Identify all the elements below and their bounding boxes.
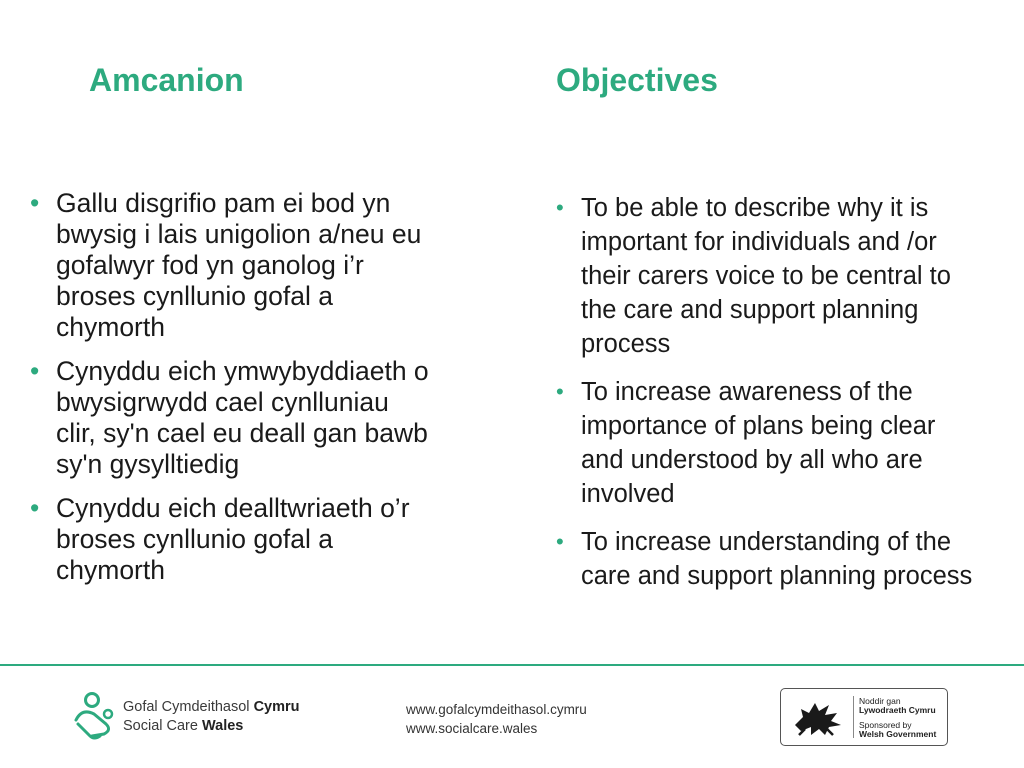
bullet-icon: • xyxy=(556,379,564,404)
list-item xyxy=(556,375,976,511)
dragon-icon xyxy=(789,695,849,739)
welsh-government-sponsor-badge xyxy=(780,688,948,746)
bullet-text: Cynyddu eich dealltwriaeth o’r broses cynllunio gofal a chymorth xyxy=(56,493,410,585)
heading-welsh: Amcanion xyxy=(89,62,244,98)
url-welsh-link[interactable]: www.gofalcymdeithasol.cymru xyxy=(406,702,587,717)
gov-text-welsh-government: Welsh Government xyxy=(859,729,937,739)
bullet-text: To be able to describe why it is important for individuals and /or their carers voice to be central to the care and support planning process xyxy=(581,194,951,358)
bullet-list-english xyxy=(556,191,976,607)
gov-text-sponsored: Sponsored by xyxy=(859,720,912,730)
social-care-wales-logo xyxy=(72,690,312,742)
bullet-icon: • xyxy=(30,356,40,386)
list-item xyxy=(30,493,430,586)
logo-text-english-bold: Wales xyxy=(201,718,244,734)
people-logo-icon xyxy=(72,690,120,742)
gov-text-noddir: Noddir gan xyxy=(859,696,901,706)
badge-separator xyxy=(853,696,854,738)
footer-urls xyxy=(406,700,587,738)
list-item xyxy=(556,525,976,593)
bullet-icon: • xyxy=(556,529,564,554)
list-item xyxy=(30,356,430,480)
logo-text-welsh-regular: Gofal Cymdeithasol xyxy=(123,699,254,715)
logo-text-welsh xyxy=(123,699,300,715)
bullet-text: To increase awareness of the importance of plans being clear and understood by all who are involved xyxy=(581,378,936,508)
bullet-icon: • xyxy=(30,493,40,523)
bullet-text: Gallu disgrifio pam ei bod yn bwysig i lais unigolion a/neu eu gofalwyr fod yn ganolog i’r broses cynllunio gofal a chymorth xyxy=(56,188,422,342)
bullet-icon: • xyxy=(30,188,40,218)
bullet-text: To increase understanding of the care and support planning process xyxy=(581,528,973,590)
heading-english: Objectives xyxy=(556,62,718,98)
list-item xyxy=(30,188,430,343)
footer-divider xyxy=(0,664,1024,666)
bullet-text: Cynyddu eich ymwybyddiaeth o bwysigrwydd cael cynlluniau clir, sy'n cael eu deall gan bawb sy'n gysylltiedig xyxy=(56,356,429,479)
logo-text-english-regular: Social Care xyxy=(123,718,202,734)
logo-text-english xyxy=(123,718,243,734)
gov-text-lywodraeth: Lywodraeth Cymru xyxy=(859,705,936,715)
bullet-icon: • xyxy=(556,195,564,220)
url-english-link[interactable]: www.socialcare.wales xyxy=(406,721,538,736)
list-item xyxy=(556,191,976,361)
bullet-list-welsh xyxy=(30,188,430,599)
logo-text-welsh-bold: Cymru xyxy=(253,699,300,715)
